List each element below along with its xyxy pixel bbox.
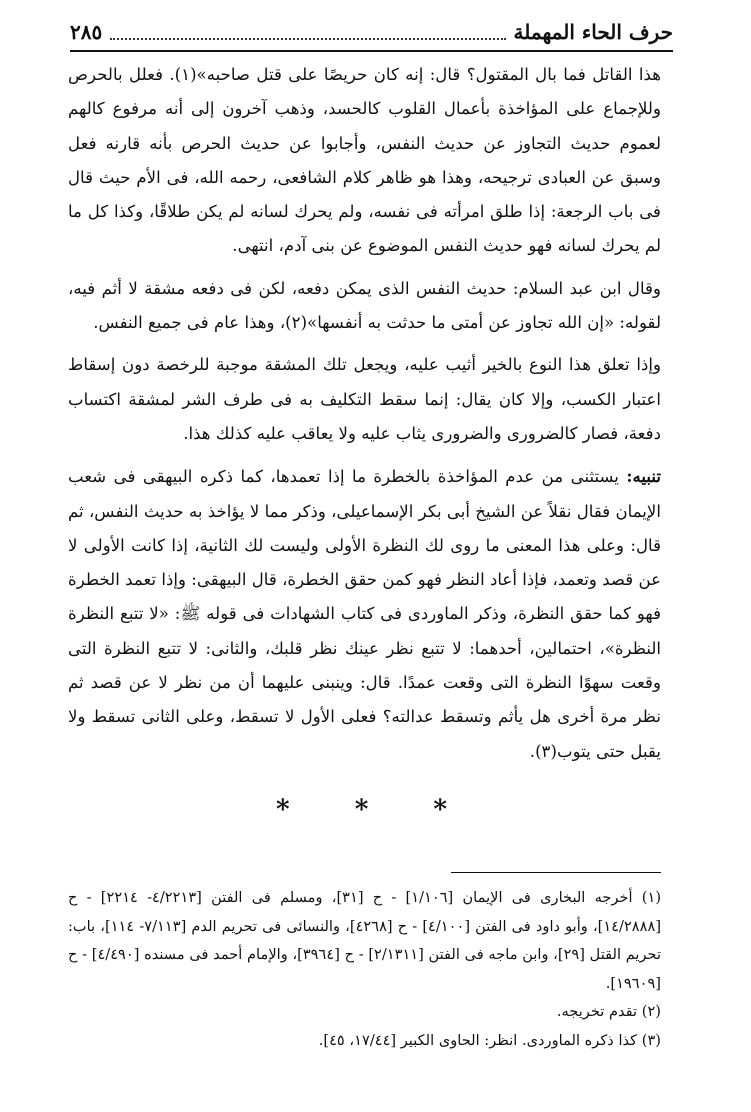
paragraph [68, 58, 661, 264]
chapter-title: حرف الحاء المهملة [513, 20, 673, 44]
paragraph-note [68, 459, 661, 769]
section-separator-stars: * * * [276, 795, 475, 825]
page-number: ٢٨٥ [70, 20, 103, 44]
footnotes [68, 884, 661, 1056]
paragraph-text: هذا القاتل فما بال المقتول؟ قال: إنه كان حريصًا على قتل صاحبه»(١). فعلل بالحرص وللإجماع على المؤاخذة بأعمال القلوب كالحسد، وذهب آخرون إلى أنه مرفوع كالهم لعموم حديث التجاوز عن حديث النفس، وأجابوا عن حديث الحرص بأنه قارنه فعل وسبق عن العبادى ترجيحه، وهذا هو ظاهر كلام الشافعى، رحمه الله، فى الأم حيث قال فى باب الرجعة: إذا طلق امرأته فى نفسه، ولم يحرك لسانه لم يكن طلاقًا، وكذا كل ما لم يحرك لسانه فهو حديث النفس الموضوع عن بنى آدم، انتهى. [68, 65, 661, 256]
paragraph [68, 348, 661, 451]
footnote: (٢) تقدم تخريجه. [556, 1003, 661, 1021]
paragraph-text: وإذا تعلق هذا النوع بالخير أثيب عليه، ويجعل تلك المشقة موجبة للرخصة دون إسقاط اعتبار الكسب، وإلا كان يقال: إنما سقط التكليف به فى طرف الشر لمشقة اكتساب دفعة، فصار كالضرورى والضرورى يثاب عليه ولا يعاقب عليه كذلك هذا. [68, 355, 661, 443]
note-lead: تنبيه: [626, 466, 661, 487]
footnote-rule [451, 872, 661, 873]
paragraph [68, 272, 661, 341]
paragraph-text: يستثنى من عدم المؤاخذة بالخطرة ما إذا تعمدها، كما ذكره البيهقى فى شعب الإيمان فقال نقلاً عن الشيخ أبى بكر الإسماعيلى، وذكر مما لا يؤاخذ به حديث النفس، ثم قال: وعلى هذا المعنى ما روى لك النظرة الأولى وليست لك الثانية، إذا كانت الأولى لا عن قصد وتعمد، فإذا أعاد النظر فهو كمن حقق الخطرة، قال البيهقى: وإذا تعمد الخطرة فهو كما حقق النظرة، وذكر الماوردى فى كتاب الشهادات فى قوله ﷺ: «لا تتبع النظرة النظرة»، احتمالين، أحدهما: لا تتبع نظر عينك نظر قلبك، والثانى: لا تتبع النظرة التى وقعت سهوًا النظرة التى وقعت عمدًا. قال: وينبنى عليهما أن من نظر لا عن قصد ثم نظر مرة أخرى هل يأثم وتسقط عدالته؟ فعلى الأول لا تسقط، وعلى الثانى تسقط ولا يقبل حتى يتوب(٣). [68, 467, 661, 761]
footnote: (١) أخرجه البخارى فى الإيمان [١/١٠٦] - ح [٣١]، ومسلم فى الفتن [٤/٢٢١٣- ٢٢١٤] - ح [١٤/٢٨٨٨]، وأبو داود فى الفتن [٤/١٠٠] - ح [٤٢٦٨]، والنسائى فى تحريم الدم [٧/١١٣- ١١٤]، باب: تحريم القتل [٢٩]، وابن ماجه فى الفتن [٢/١٣١١] - ح [٣٩٦٤]، والإمام أحمد فى مسنده [٤/٤٩٠] - ح [١٩٦٠٩]. [68, 889, 662, 992]
running-header [70, 14, 673, 52]
paragraph-text: وقال ابن عبد السلام: حديث النفس الذى يمكن دفعه، لكن فى دفعه مشقة لا أثم فيه، لقوله: «إن الله تجاوز عن أمتى ما حدثت به أنفسها»(٢)، وهذا عام فى جميع النفس. [68, 278, 661, 333]
footnote: (٣) كذا ذكره الماوردى. انظر: الحاوى الكبير [١٧/٤٤، ٤٥]. [318, 1031, 661, 1049]
main-text [68, 58, 661, 769]
header-leader-dots [110, 24, 505, 40]
